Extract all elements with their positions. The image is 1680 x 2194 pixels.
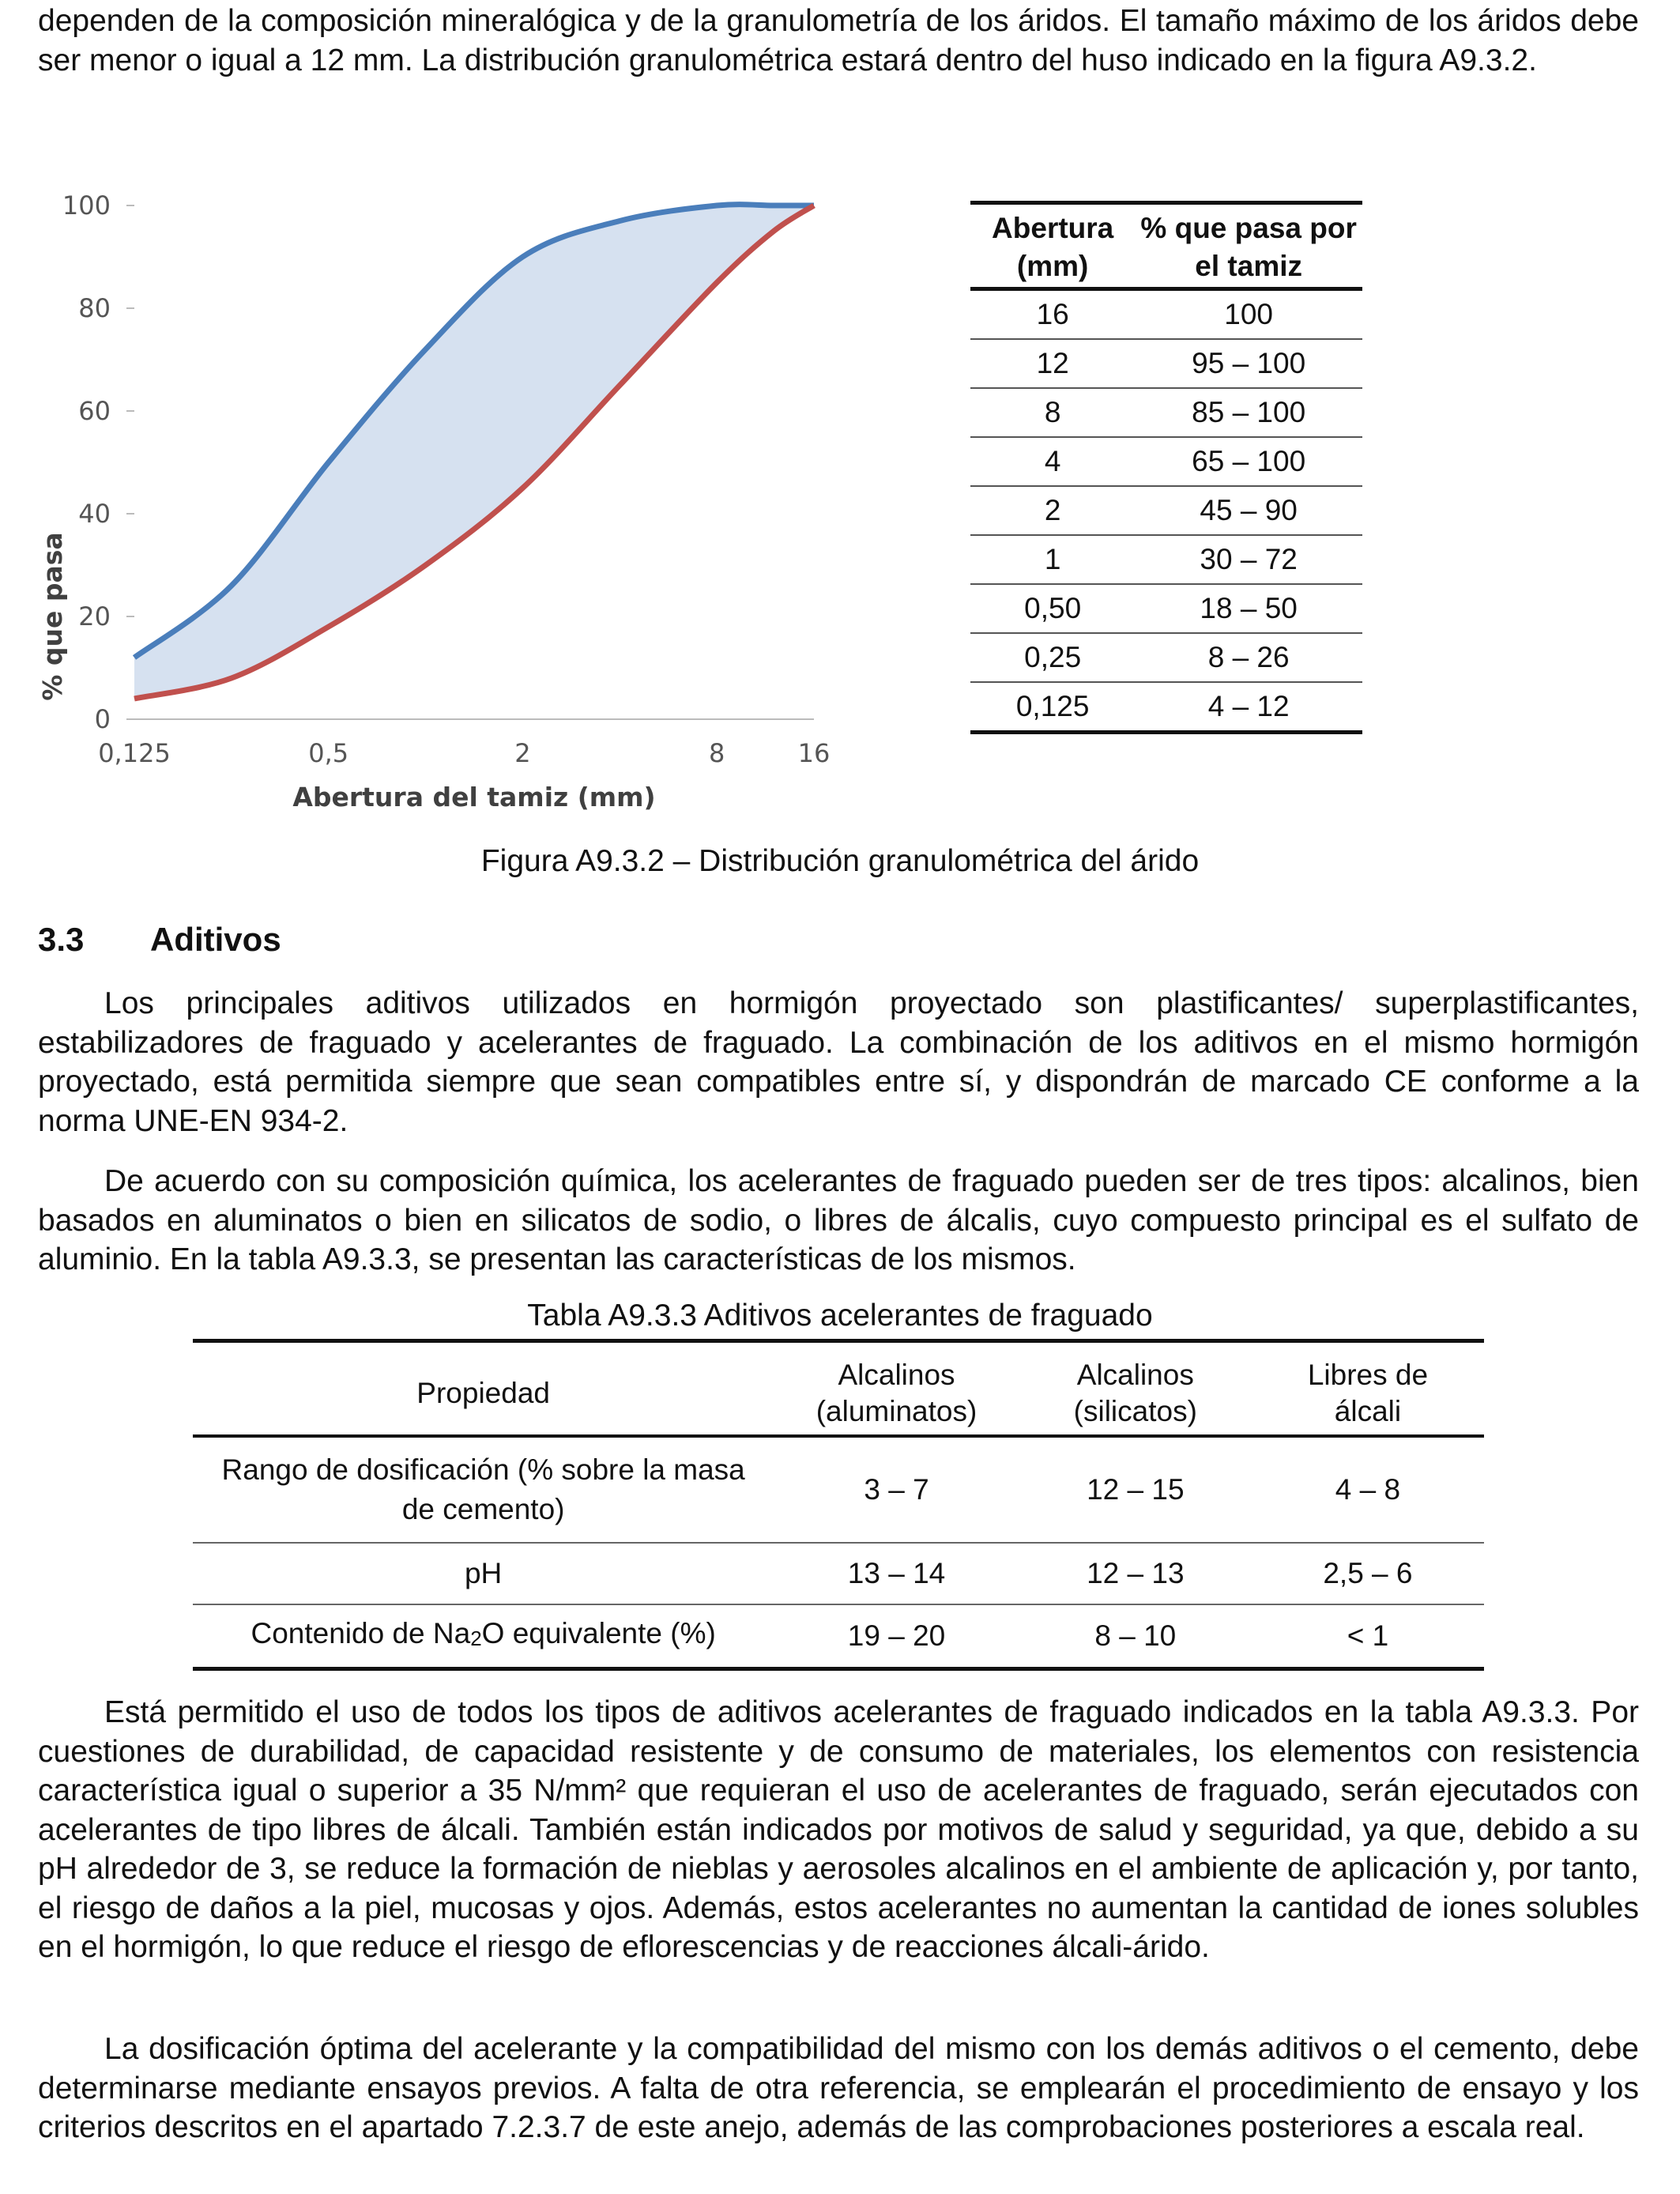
intro-paragraph: dependen de la composición mineralógica y de la granulometría de los áridos. El tamaño máximo de los áridos debe ser menor o igual a 12 mm. La distribución granulométrica estará dentro del huso indicado en la figura A9.3.2.: [38, 4, 1639, 77]
table-row: [970, 682, 1362, 733]
sieve-passing-cell: 100: [1135, 289, 1362, 340]
table-row: [193, 1436, 1484, 1543]
y-axis-title: % que pasa: [37, 532, 68, 701]
sieve-aperture-cell: 8: [970, 388, 1135, 437]
sieve-aperture-cell: 0,125: [970, 682, 1135, 733]
x-tick-label: 0,5: [308, 738, 349, 768]
paragraph-aditivos: Los principales aditivos utilizados en hormigón proyectado son plastificantes/ superplastificantes, estabilizadores de fraguado y acelerantes de fraguado. La combinación de los aditivos en el mismo hormigón proyectado, está permitida siempre que sean compatibles entre sí, y dispondrán de marcado CE conforme a la norma UNE-EN 934-2.: [38, 986, 1639, 1138]
x-axis-title: Abertura del tamiz (mm): [292, 782, 656, 812]
header-alkaline-aluminates: Alcalinos (aluminatos): [774, 1341, 1019, 1437]
sieve-aperture-cell: 4: [970, 437, 1135, 486]
sieve-passing-cell: 45 – 90: [1135, 486, 1362, 535]
table-row: [970, 289, 1362, 340]
cell-value: 2,5 – 6: [1252, 1543, 1484, 1604]
table-row: [970, 535, 1362, 584]
sieve-aperture-cell: 16: [970, 289, 1135, 340]
y-ticks: [62, 190, 134, 734]
accelerant-table: [193, 1339, 1484, 1671]
x-tick-label: 8: [708, 738, 725, 768]
sieve-passing-cell: 65 – 100: [1135, 437, 1362, 486]
sieve-passing-cell: 4 – 12: [1135, 682, 1362, 733]
x-ticks: [98, 738, 830, 768]
x-tick-label: 16: [797, 738, 831, 768]
paragraph-usage: Está permitido el uso de todos los tipos de aditivos acelerantes de fraguado indicados en la tabla A9.3.3. Por cuestiones de durabilidad, de capacidad resistente y de consumo de materiales, los elementos con resistencia característica igual o superior a 35 N/mm² que requieran el uso de acelerantes de fraguado, serán ejecutados con acelerantes de tipo libres de álcali. También están indicados por motivos de salud y seguridad, ya que, debido a su pH alrededor de 3, se reduce la formación de nieblas y aerosoles alcalinos en el ambiente de aplicación y, por tanto, el riesgo de daños a la piel, mucosas y ojos. Además, estos acelerantes no aumentan la cantidad de iones solubles en el hormigón, lo que reduce el riesgo de eflorescencias y de reacciones álcali-árido.: [38, 1695, 1639, 1964]
table-row: [970, 339, 1362, 388]
cell-value: 12 – 15: [1019, 1436, 1252, 1543]
property-ph: pH: [193, 1543, 774, 1604]
cell-value: 8 – 10: [1019, 1604, 1252, 1669]
y-tick-label: 20: [78, 601, 111, 631]
y-tick-label: 60: [78, 396, 111, 426]
y-tick-label: 80: [78, 293, 111, 323]
cell-value: < 1: [1252, 1604, 1484, 1669]
sieve-passing-cell: 18 – 50: [1135, 584, 1362, 633]
table-row: [193, 1604, 1484, 1669]
table-caption: Tabla A9.3.3 Aditivos acelerantes de fraguado: [527, 1299, 1153, 1333]
cell-value: 3 – 7: [774, 1436, 1019, 1543]
x-tick-label: 0,125: [98, 738, 171, 768]
paragraph-acelerantes: De acuerdo con su composición química, los acelerantes de fraguado pueden ser de tres tipos: alcalinos, bien basados en aluminatos o bien en silicatos de sodio, o libres de álcalis, cuyo compuesto principal es el sulfato de aluminio. En la tabla A9.3.3, se presentan las características de los mismos.: [38, 1164, 1639, 1276]
cell-value: 19 – 20: [774, 1604, 1019, 1669]
table-row: [970, 486, 1362, 535]
sieve-aperture-cell: 1: [970, 535, 1135, 584]
sieve-passing-cell: 30 – 72: [1135, 535, 1362, 584]
table-row: [970, 437, 1362, 486]
header-property: Propiedad: [193, 1341, 774, 1437]
sieve-passing-cell: 8 – 26: [1135, 633, 1362, 682]
table-row: [970, 633, 1362, 682]
sieve-passing-cell: 95 – 100: [1135, 339, 1362, 388]
grading-band-fill: [134, 205, 814, 699]
property-na2o: Contenido de $Na_2O$ equivalente (%): [193, 1604, 774, 1669]
property-dosage: Rango de dosificación (% sobre la masa de cemento): [193, 1436, 774, 1543]
y-tick-label: 100: [62, 190, 111, 221]
table-row: [970, 388, 1362, 437]
sieve-header-aperture: Abertura (mm): [970, 203, 1135, 289]
y-tick-label: 0: [94, 704, 111, 734]
sieve-aperture-cell: 0,50: [970, 584, 1135, 633]
header-alkali-free: Libres de álcali: [1252, 1341, 1484, 1437]
sieve-passing-cell: 85 – 100: [1135, 388, 1362, 437]
sieve-aperture-cell: 2: [970, 486, 1135, 535]
paragraph-dosage: La dosificación óptima del acelerante y la compatibilidad del mismo con los demás aditivos o el cemento, debe determinarse mediante ensayos previos. A falta de otra referencia, se emplearán el procedimiento de ensayo y los criterios descritos en el apartado 7.2.3.7 de este anejo, además de las comprobaciones posteriores a escala real.: [38, 2032, 1639, 2144]
sieve-header-passing: % que pasa por el tamiz: [1135, 203, 1362, 289]
grading-chart: [0, 174, 869, 830]
sieve-table: [970, 201, 1362, 734]
cell-value: 4 – 8: [1252, 1436, 1484, 1543]
sieve-aperture-cell: 0,25: [970, 633, 1135, 682]
section-number: 3.3: [38, 921, 85, 958]
cell-value: 12 – 13: [1019, 1543, 1252, 1604]
sieve-aperture-cell: 12: [970, 339, 1135, 388]
figure-caption: Figura A9.3.2 – Distribución granulométrica del árido: [480, 844, 1200, 878]
x-tick-label: 2: [514, 738, 531, 768]
table-row: [193, 1543, 1484, 1604]
cell-value: 13 – 14: [774, 1543, 1019, 1604]
y-tick-label: 40: [78, 499, 111, 529]
header-alkaline-silicates: Alcalinos (silicatos): [1019, 1341, 1252, 1437]
table-row: [970, 584, 1362, 633]
section-title: Aditivos: [150, 921, 281, 958]
